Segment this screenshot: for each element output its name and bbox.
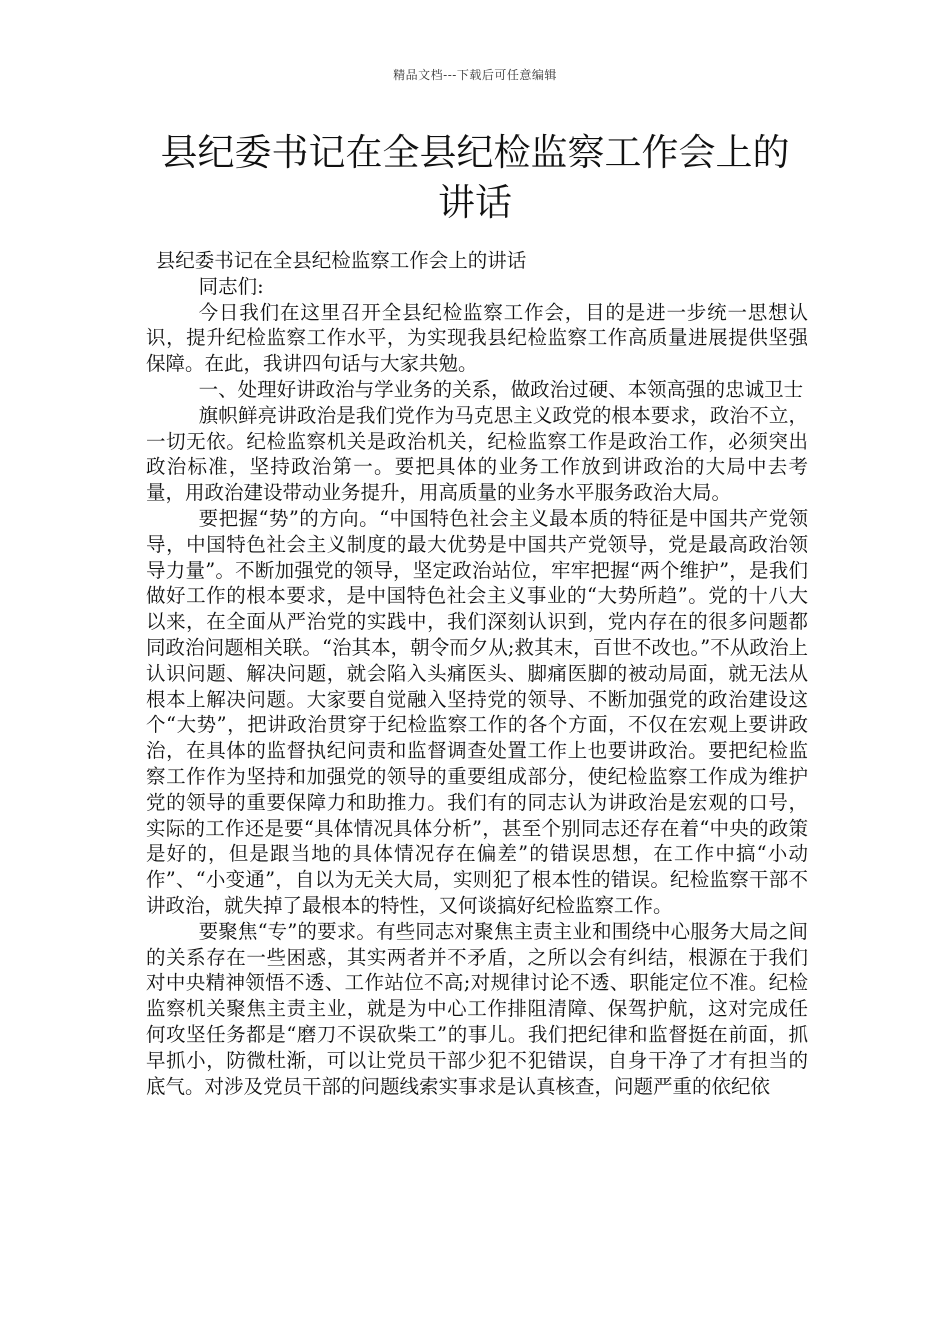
body-paragraph: 要聚焦“专”的要求。有些同志对聚焦主责主业和围绕中心服务大局之间的关系存在一些困惑，其实两者并不矛盾，之所以会有纠结，根源在于我们对中央精神领悟不透、工作站位不高;对规律讨论不透、职能定位不准。纪检监察机关聚焦主责主业，就是为中心工作排阻清障、保驾护航，这对完成任何攻坚任务都是“磨刀不误砍柴工”的事儿。我们把纪律和监督挺在前面，抓早抓小，防微杜渐，可以让党员干部少犯不犯错误，自身干净了才有担当的底气。对涉及党员干部的问题线索实事求是认真核查，问题严重的依纪依 — [146, 919, 808, 1098]
document-body — [146, 248, 808, 1099]
greeting-paragraph: 同志们: — [198, 274, 264, 298]
body-paragraph: 今日我们在这里召开全县纪检监察工作会，目的是进一步统一思想认识，提升纪检监察工作水平，为实现我县纪检监察工作高质量进展提供坚强保障。在此，我讲四句话与大家共勉。 — [146, 300, 808, 376]
header-note: 精品文档---下载后可任意编辑 — [393, 68, 557, 82]
body-paragraph: 旗帜鲜亮讲政治是我们党作为马克思主义政党的根本要求，政治不立，一切无依。纪检监察机关是政治机关，纪检监察工作是政治工作，必须突出政治标准，坚持政治第一。要把具体的业务工作放到讲政治的大局中去考量，用政治建设带动业务提升，用高质量的业务水平服务政治大局。 — [146, 403, 808, 505]
section-heading: 一、处理好讲政治与学业务的关系，做政治过硬、本领高强的忠诚卫士 — [198, 377, 804, 401]
body-paragraph: 要把握“势”的方向。“中国特色社会主义最本质的特征是中国共产党领导，中国特色社会主义制度的最大优势是中国共产党领导，党是最高政治领导力量”。不断加强党的领导，坚定政治站位，牢牢把握“两个维护”，是我们做好工作的根本要求，是中国特色社会主义事业的“大势所趋”。党的十八大以来，在全面从严治党的实践中，我们深刻认识到，党内存在的很多问题都同政治问题相关联。“治其本，朝令而夕从;救其末，百世不改也。”不从政治上认识问题、解决问题，就会陷入头痛医头、脚痛医脚的被动局面，就无法从根本上解决问题。大家要自觉融入坚持党的领导、不断加强党的政治建设这个“大势”，把讲政治贯穿于纪检监察工作的各个方面，不仅在宏观上要讲政治，在具体的监督执纪问责和监督调查处置工作上也要讲政治。要把纪检监察工作作为坚持和加强党的领导的重要组成部分，使纪检监察工作成为维护党的领导的重要保障力和助推力。我们有的同志认为讲政治是宏观的口号，实际的工作还是要“具体情况具体分析”，甚至个别同志还存在着“中央的政策是好的，但是跟当地的具体情况存在偏差”的错误思想，在工作中搞“小动作”、“小变通”，自以为无关大局，实则犯了根本性的错误。纪检监察干部不讲政治，就失掉了最根本的特性，又何谈搞好纪检监察工作。 — [146, 506, 808, 917]
subtitle-paragraph: 县纪委书记在全县纪检监察工作会上的讲话 — [155, 249, 527, 272]
document-title: 县纪委书记在全县纪检监察工作会上的讲话 — [160, 131, 790, 224]
